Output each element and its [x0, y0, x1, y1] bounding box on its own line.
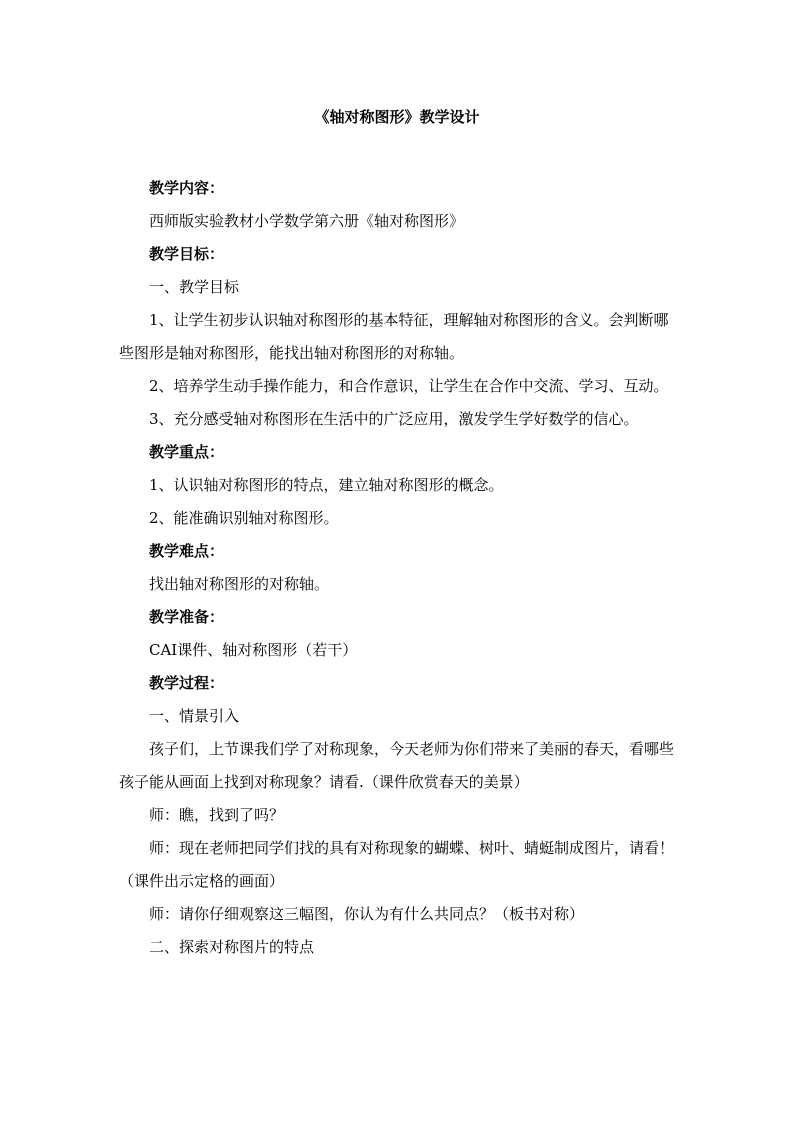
paragraph: 二、探索对称图片的特点	[149, 938, 315, 956]
paragraph: 西师版实验教材小学数学第六册《轴对称图形》	[149, 212, 465, 230]
paragraph: 2、能准确识别轴对称图形。	[149, 509, 339, 527]
paragraph: 找出轴对称图形的对称轴。	[149, 575, 330, 593]
paragraph: 孩子们，上节课我们学了对称现象，今天老师为你们带来了美丽的春天，看哪些孩子能从画面上找到对称现象？请看.（课件欣赏春天的美景）	[119, 740, 675, 791]
paragraph: 师：瞧，找到了吗？	[149, 806, 285, 824]
paragraph: 1、认识轴对称图形的特点，建立轴对称图形的概念。	[149, 476, 504, 494]
document-body	[119, 172, 681, 964]
paragraph: 教学内容：	[149, 179, 225, 197]
paragraph: 教学难点：	[149, 542, 225, 560]
document-title: 《轴对称图形》教学设计	[314, 108, 480, 126]
paragraph: 师：现在老师把同学们找的具有对称现象的蝴蝶、树叶、蜻蜓制成图片，请看！（课件出示定格的画面）	[119, 839, 675, 890]
paragraph: 教学重点：	[149, 443, 225, 461]
paragraph: CAI课件、轴对称图形（若干）	[149, 641, 358, 659]
paragraph: 教学准备：	[149, 608, 225, 626]
paragraph: 师：请你仔细观察这三幅图，你认为有什么共同点？（板书对称）	[149, 905, 585, 923]
paragraph: 3、充分感受轴对称图形在生活中的广泛应用，激发学生学好数学的信心。	[149, 410, 639, 428]
paragraph: 1、让学生初步认识轴对称图形的基本特征，理解轴对称图形的含义。会判断哪些图形是轴对称图形，能找出轴对称图形的对称轴。	[119, 311, 669, 362]
paragraph: 教学过程：	[149, 674, 225, 692]
paragraph: 一、情景引入	[149, 707, 240, 725]
paragraph: 2、培养学生动手操作能力，和合作意识，让学生在合作中交流、学习、互动。	[149, 377, 669, 395]
paragraph: 一、教学目标	[149, 278, 240, 296]
paragraph: 教学目标：	[149, 245, 225, 263]
